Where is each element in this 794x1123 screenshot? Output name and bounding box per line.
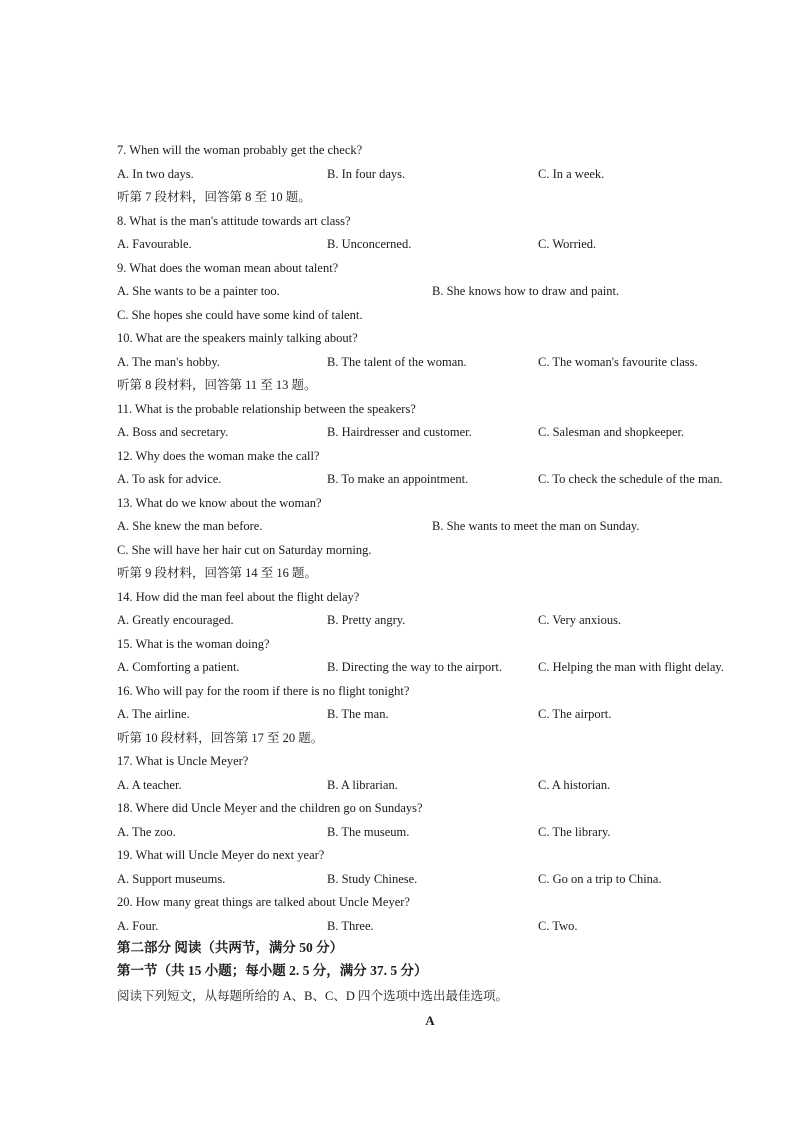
option-c: C. The library. [538, 825, 611, 839]
option-c: C. Salesman and shopkeeper. [538, 425, 685, 439]
option-c: C. She will have her hair cut on Saturday morning. [117, 543, 372, 557]
option-c: C. A historian. [538, 778, 611, 792]
option-c: C. In a week. [538, 167, 605, 181]
option-b: B. The talent of the woman. [327, 355, 467, 369]
option-b: B. She knows how to draw and paint. [432, 284, 620, 298]
option-a: A. She knew the man before. [117, 519, 263, 533]
option-b: B. Three. [327, 919, 374, 933]
option-c: C. Two. [538, 919, 578, 933]
option-c: C. Worried. [538, 237, 597, 251]
question-text: 14. How did the man feel about the flight delay? [117, 590, 360, 604]
reading-instruction: 阅读下列短文，从每题所给的 A、B、C、D 四个选项中选出最佳选项。 [117, 989, 508, 1003]
section-one-heading: 第一节（共 15 小题；每小题 2. 5 分，满分 37. 5 分） [117, 963, 428, 978]
question-text: 7. When will the woman probably get the check? [117, 143, 363, 157]
option-a: A. To ask for advice. [117, 472, 222, 486]
option-a: A. Greatly encouraged. [117, 613, 234, 627]
option-c: C. The airport. [538, 707, 612, 721]
option-c: C. Very anxious. [538, 613, 622, 627]
question-text: 10. What are the speakers mainly talking about? [117, 331, 358, 345]
option-b: B. Directing the way to the airport. [327, 660, 502, 674]
option-b: B. She wants to meet the man on Sunday. [432, 519, 640, 533]
option-a: A. Comforting a patient. [117, 660, 240, 674]
option-a: A. Boss and secretary. [117, 425, 229, 439]
option-a: A. The zoo. [117, 825, 176, 839]
option-b: B. In four days. [327, 167, 406, 181]
option-a: A. Favourable. [117, 237, 192, 251]
option-b: B. Hairdresser and customer. [327, 425, 472, 439]
question-text: 17. What is Uncle Meyer? [117, 754, 249, 768]
option-b: B. The museum. [327, 825, 410, 839]
option-b: B. Unconcerned. [327, 237, 412, 251]
option-b: B. A librarian. [327, 778, 398, 792]
question-text: 8. What is the man's attitude towards art class? [117, 214, 351, 228]
listening-instruction: 听第 9 段材料，回答第 14 至 16 题。 [117, 566, 318, 580]
question-text: 9. What does the woman mean about talent? [117, 261, 339, 275]
listening-instruction: 听第 7 段材料，回答第 8 至 10 题。 [117, 190, 311, 204]
option-c: C. Helping the man with flight delay. [538, 660, 724, 674]
option-c: C. To check the schedule of the man. [538, 472, 723, 486]
question-text: 20. How many great things are talked about Uncle Meyer? [117, 895, 410, 909]
option-a: A. The man's hobby. [117, 355, 220, 369]
option-b: B. Study Chinese. [327, 872, 418, 886]
listening-instruction: 听第 10 段材料，回答第 17 至 20 题。 [117, 731, 324, 745]
question-text: 16. Who will pay for the room if there is no flight tonight? [117, 684, 410, 698]
question-text: 19. What will Uncle Meyer do next year? [117, 848, 325, 862]
passage-letter: A [425, 1013, 435, 1028]
option-b: B. To make an appointment. [327, 472, 469, 486]
question-text: 13. What do we know about the woman? [117, 496, 322, 510]
option-c: C. The woman's favourite class. [538, 355, 698, 369]
question-text: 11. What is the probable relationship between the speakers? [117, 402, 416, 416]
option-a: A. The airline. [117, 707, 190, 721]
option-a: A. In two days. [117, 167, 194, 181]
part-two-heading: 第二部分 阅读（共两节，满分 50 分） [117, 940, 344, 955]
option-b: B. The man. [327, 707, 389, 721]
listening-instruction: 听第 8 段材料，回答第 11 至 13 题。 [117, 378, 317, 392]
option-c: C. Go on a trip to China. [538, 872, 662, 886]
option-a: A. She wants to be a painter too. [117, 284, 280, 298]
option-a: A. Four. [117, 919, 159, 933]
option-b: B. Pretty angry. [327, 613, 406, 627]
option-a: A. Support museums. [117, 872, 226, 886]
option-a: A. A teacher. [117, 778, 182, 792]
question-text: 15. What is the woman doing? [117, 637, 270, 651]
option-c: C. She hopes she could have some kind of talent. [117, 308, 363, 322]
question-text: 12. Why does the woman make the call? [117, 449, 320, 463]
question-text: 18. Where did Uncle Meyer and the children go on Sundays? [117, 801, 423, 815]
